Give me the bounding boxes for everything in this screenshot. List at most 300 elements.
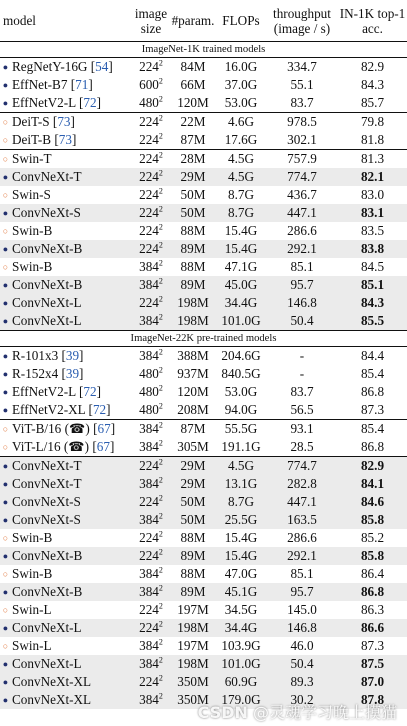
image-size-value: 224 bbox=[139, 241, 159, 256]
throughput-cell: - bbox=[299, 366, 305, 381]
open-circle-icon: ○ bbox=[2, 261, 9, 272]
image-size-cell bbox=[132, 258, 170, 276]
model-cell bbox=[0, 547, 132, 565]
image-size-cell bbox=[132, 94, 170, 113]
table-row bbox=[0, 565, 407, 583]
image-size-value: 384 bbox=[139, 348, 159, 363]
filled-circle-icon: ● bbox=[2, 478, 9, 489]
top1-acc-cell: 84.3 bbox=[338, 294, 407, 312]
table-row bbox=[0, 346, 407, 365]
image-size-cell bbox=[132, 673, 170, 691]
model-name: DeiT-S bbox=[12, 113, 50, 129]
model-cell: ○ DeiT-B [73] bbox=[2, 131, 77, 147]
params-cell: 120M bbox=[177, 384, 209, 399]
model-cell bbox=[0, 168, 132, 186]
table-row bbox=[0, 529, 407, 547]
section-title: ImageNet-1K trained models bbox=[141, 43, 266, 55]
section-title: ImageNet-22K pre-trained models bbox=[0, 330, 407, 346]
section-header-row bbox=[0, 41, 407, 57]
flops-cell: 34.5G bbox=[224, 602, 258, 617]
image-size-value: 384 bbox=[139, 638, 159, 653]
params-cell: 198M bbox=[170, 294, 216, 312]
open-circle-icon: ○ bbox=[2, 116, 9, 127]
image-size-value: 384 bbox=[139, 566, 159, 581]
watermark-brand: CSDN bbox=[197, 703, 248, 722]
throughput-cell: 146.8 bbox=[266, 294, 338, 312]
size-exponent: 2 bbox=[158, 655, 163, 665]
params-cell: 50M bbox=[170, 204, 216, 222]
filled-circle-icon: ● bbox=[2, 97, 9, 108]
filled-circle-icon: ● bbox=[2, 315, 9, 326]
throughput-cell: 46.0 bbox=[290, 638, 314, 653]
top1-acc-cell: 83.1 bbox=[338, 204, 407, 222]
flops-cell: 53.0G bbox=[224, 95, 258, 110]
model-cell bbox=[0, 655, 132, 673]
params-cell: 350M bbox=[170, 691, 216, 709]
citation-link[interactable]: 67 bbox=[97, 420, 111, 436]
top1-acc-cell: 85.8 bbox=[338, 511, 407, 529]
throughput-cell: 334.7 bbox=[266, 57, 338, 76]
model-cell bbox=[0, 276, 132, 294]
size-exponent: 2 bbox=[158, 240, 163, 250]
throughput-cell: 50.4 bbox=[266, 655, 338, 673]
citation-link[interactable]: 73 bbox=[58, 131, 72, 147]
throughput-cell: 447.1 bbox=[266, 204, 338, 222]
params-cell: 88M bbox=[180, 530, 206, 545]
flops-cell: 101.0G bbox=[216, 655, 266, 673]
model-cell bbox=[0, 294, 132, 312]
model-name: Swin-L bbox=[12, 637, 52, 653]
filled-circle-icon: ● bbox=[2, 694, 9, 705]
size-exponent: 2 bbox=[158, 186, 163, 196]
image-size-value: 480 bbox=[139, 366, 159, 381]
params-cell: 50M bbox=[180, 187, 206, 202]
throughput-cell: 302.1 bbox=[287, 132, 317, 147]
image-size-cell bbox=[132, 204, 170, 222]
table-row bbox=[0, 365, 407, 383]
image-size-value: 384 bbox=[139, 439, 159, 454]
table-row bbox=[0, 131, 407, 150]
size-exponent: 2 bbox=[158, 76, 163, 86]
image-size-cell bbox=[132, 240, 170, 258]
model-name: Swin-B bbox=[12, 258, 53, 274]
filled-circle-icon: ● bbox=[2, 676, 9, 687]
throughput-cell: 28.5 bbox=[290, 439, 314, 454]
filled-circle-icon: ● bbox=[2, 297, 9, 308]
top1-acc-cell: 79.8 bbox=[338, 112, 407, 131]
table-row bbox=[0, 438, 407, 457]
throughput-cell: 292.1 bbox=[266, 547, 338, 565]
size-exponent: 2 bbox=[158, 637, 163, 647]
model-name: Swin-L bbox=[12, 601, 52, 617]
table-body bbox=[0, 41, 407, 709]
throughput-cell: 774.7 bbox=[266, 456, 338, 475]
filled-circle-icon: ● bbox=[2, 586, 9, 597]
flops-cell: 16.0G bbox=[216, 57, 266, 76]
model-name: ConvNeXt-B bbox=[12, 583, 83, 599]
top1-acc-cell: 83.0 bbox=[360, 187, 385, 202]
params-cell: 120M bbox=[177, 95, 209, 110]
size-exponent: 2 bbox=[158, 457, 163, 467]
flops-cell: 8.7G bbox=[216, 204, 266, 222]
params-cell: 198M bbox=[170, 655, 216, 673]
image-size-cell bbox=[132, 583, 170, 601]
params-cell: 29M bbox=[170, 168, 216, 186]
model-name: ConvNeXt-B bbox=[12, 240, 83, 256]
citation-link[interactable]: 72 bbox=[92, 401, 107, 417]
image-size-value: 384 bbox=[139, 692, 159, 707]
image-size-value: 224 bbox=[139, 114, 159, 129]
table-row bbox=[0, 475, 407, 493]
filled-circle-icon: ● bbox=[2, 460, 9, 471]
throughput-cell: 292.1 bbox=[266, 240, 338, 258]
image-size-cell bbox=[132, 637, 170, 655]
throughput-cell: 89.3 bbox=[266, 673, 338, 691]
table-row bbox=[0, 383, 407, 401]
model-cell bbox=[0, 312, 132, 331]
open-circle-icon: ○ bbox=[2, 153, 9, 164]
col-header-model: model bbox=[3, 13, 36, 29]
table-row bbox=[0, 601, 407, 619]
params-cell: 89M bbox=[170, 276, 216, 294]
table-row bbox=[0, 456, 407, 475]
image-size-value: 384 bbox=[139, 277, 159, 292]
model-name: Swin-T bbox=[12, 150, 52, 166]
image-size-cell bbox=[132, 76, 170, 94]
table-row bbox=[0, 276, 407, 294]
model-name: DeiT-B bbox=[12, 131, 52, 147]
flops-cell: 4.5G bbox=[216, 149, 266, 168]
flops-cell: 15.4G bbox=[224, 530, 258, 545]
throughput-cell: 282.8 bbox=[266, 475, 338, 493]
top1-acc-cell: 82.9 bbox=[338, 57, 407, 76]
size-exponent: 2 bbox=[158, 619, 163, 629]
image-size-value: 384 bbox=[139, 313, 159, 328]
table-row bbox=[0, 186, 407, 204]
model-name: ConvNeXt-XL bbox=[12, 691, 92, 707]
flops-cell: 45.0G bbox=[216, 276, 266, 294]
col-header-flops: FLOPs bbox=[222, 13, 260, 29]
size-exponent: 2 bbox=[158, 547, 163, 557]
size-exponent: 2 bbox=[158, 565, 163, 575]
flops-cell: 25.5G bbox=[216, 511, 266, 529]
filled-circle-icon: ● bbox=[2, 61, 9, 72]
flops-cell: 840.5G bbox=[221, 366, 261, 381]
model-name: ConvNeXt-L bbox=[12, 655, 82, 671]
flops-cell: 103.9G bbox=[221, 638, 261, 653]
open-circle-icon: ○ bbox=[2, 604, 9, 615]
filled-circle-icon: ● bbox=[2, 207, 9, 218]
throughput-cell: 95.7 bbox=[266, 276, 338, 294]
image-size-value: 384 bbox=[139, 259, 159, 274]
params-cell: 50M bbox=[170, 493, 216, 511]
model-name: EffNetV2-L bbox=[12, 94, 76, 110]
table-row bbox=[0, 94, 407, 113]
image-size-cell bbox=[132, 691, 170, 709]
model-cell bbox=[0, 673, 132, 691]
image-size-value: 224 bbox=[139, 458, 159, 473]
table-row bbox=[0, 57, 407, 76]
throughput-cell: 56.5 bbox=[290, 402, 314, 417]
model-cell bbox=[0, 204, 132, 222]
model-cell: ○ ViT-B/16 (☎) [67] bbox=[0, 419, 132, 438]
image-size-value: 224 bbox=[139, 494, 159, 509]
open-circle-icon: ○ bbox=[2, 189, 9, 200]
model-name: Swin-B bbox=[12, 565, 53, 581]
params-cell: 87M bbox=[180, 132, 206, 147]
top1-acc-cell: 84.4 bbox=[338, 346, 407, 365]
open-circle-icon: ○ bbox=[2, 423, 9, 434]
model-cell: ● EffNetV2-XL [72] bbox=[2, 401, 111, 417]
table-row bbox=[0, 222, 407, 240]
throughput-cell: 95.7 bbox=[266, 583, 338, 601]
top1-acc-cell: 85.1 bbox=[338, 276, 407, 294]
params-cell: 66M bbox=[180, 77, 206, 92]
model-cell bbox=[0, 475, 132, 493]
params-cell: 198M bbox=[170, 312, 216, 331]
citation-link[interactable]: 72 bbox=[83, 383, 97, 399]
filled-circle-icon: ● bbox=[2, 496, 9, 507]
top1-acc-cell: 87.3 bbox=[360, 638, 385, 653]
citation-link[interactable]: 72 bbox=[83, 94, 97, 110]
image-size-cell bbox=[132, 346, 170, 365]
flops-cell: 34.4G bbox=[216, 294, 266, 312]
model-cell: ● RegNetY-16G [54] bbox=[0, 57, 132, 76]
image-size-cell bbox=[132, 276, 170, 294]
image-size-value: 224 bbox=[139, 169, 159, 184]
size-exponent: 2 bbox=[158, 401, 163, 411]
col-header-throughput: throughput (image / s) bbox=[273, 5, 331, 36]
image-size-cell bbox=[132, 456, 170, 475]
model-cell bbox=[0, 186, 132, 204]
model-name: ViT-B/16 (☎) bbox=[12, 420, 90, 436]
model-cell bbox=[0, 691, 132, 709]
top1-acc-cell: 87.5 bbox=[338, 655, 407, 673]
open-circle-icon: ○ bbox=[2, 225, 9, 236]
image-size-cell bbox=[132, 57, 170, 76]
params-cell: 388M bbox=[170, 346, 216, 365]
top1-acc-cell: 86.8 bbox=[360, 384, 385, 399]
filled-circle-icon: ● bbox=[2, 386, 9, 397]
flops-cell: 55.5G bbox=[216, 419, 266, 438]
top1-acc-cell: 84.3 bbox=[360, 77, 385, 92]
image-size-value: 384 bbox=[139, 512, 159, 527]
image-size-cell bbox=[132, 401, 170, 420]
model-cell: ○ ViT-L/16 (☎) [67] bbox=[2, 438, 115, 454]
model-name: ConvNeXt-L bbox=[12, 294, 82, 310]
open-circle-icon: ○ bbox=[2, 640, 9, 651]
top1-acc-cell: 87.3 bbox=[360, 402, 385, 417]
flops-cell: 47.0G bbox=[224, 566, 258, 581]
table-header-row bbox=[0, 0, 407, 41]
citation-link[interactable]: 39 bbox=[65, 347, 80, 363]
table-row bbox=[0, 583, 407, 601]
watermark-text: @灵魂学习晚上摸猫 bbox=[252, 703, 397, 722]
table-row bbox=[0, 419, 407, 438]
model-cell: ● EffNetV2-L [72] bbox=[2, 383, 102, 399]
size-exponent: 2 bbox=[158, 475, 163, 485]
throughput-cell: 145.0 bbox=[287, 602, 317, 617]
table-row bbox=[0, 204, 407, 222]
params-cell: 22M bbox=[170, 112, 216, 131]
params-cell: 84M bbox=[170, 57, 216, 76]
params-cell: 88M bbox=[180, 223, 206, 238]
top1-acc-cell: 82.1 bbox=[338, 168, 407, 186]
model-name: ConvNeXt-B bbox=[12, 276, 83, 292]
top1-acc-cell: 86.6 bbox=[338, 619, 407, 637]
model-name: EffNetV2-XL bbox=[12, 401, 86, 417]
throughput-cell: 286.6 bbox=[287, 223, 317, 238]
top1-acc-cell: 84.6 bbox=[338, 493, 407, 511]
size-exponent: 2 bbox=[158, 58, 163, 68]
params-cell: 305M bbox=[177, 439, 209, 454]
image-size-cell bbox=[132, 149, 170, 168]
params-cell: 89M bbox=[170, 583, 216, 601]
params-cell: 937M bbox=[177, 366, 209, 381]
citation-link[interactable]: 73 bbox=[57, 113, 71, 129]
flops-cell: 13.1G bbox=[216, 475, 266, 493]
filled-circle-icon: ● bbox=[2, 171, 9, 182]
table-row bbox=[0, 493, 407, 511]
params-cell: 28M bbox=[170, 149, 216, 168]
open-circle-icon: ○ bbox=[2, 441, 9, 452]
top1-acc-cell: 83.5 bbox=[360, 223, 385, 238]
model-name: Swin-B bbox=[12, 222, 53, 238]
params-cell: 198M bbox=[170, 619, 216, 637]
table-row bbox=[0, 294, 407, 312]
size-exponent: 2 bbox=[158, 276, 163, 286]
table-row bbox=[0, 637, 407, 655]
model-cell bbox=[0, 529, 132, 547]
top1-acc-cell: 83.8 bbox=[338, 240, 407, 258]
size-exponent: 2 bbox=[158, 365, 163, 375]
model-name: EffNet-B7 bbox=[12, 76, 68, 92]
filled-circle-icon: ● bbox=[2, 350, 9, 361]
flops-cell: 45.1G bbox=[216, 583, 266, 601]
top1-acc-cell: 86.8 bbox=[338, 583, 407, 601]
col-header-params: #param. bbox=[171, 13, 215, 29]
model-name: ConvNeXt-T bbox=[12, 168, 82, 184]
throughput-cell: 93.1 bbox=[266, 419, 338, 438]
image-size-cell bbox=[132, 168, 170, 186]
top1-acc-cell: 87.0 bbox=[338, 673, 407, 691]
image-size-value: 224 bbox=[139, 223, 159, 238]
model-name: ConvNeXt-T bbox=[12, 475, 82, 491]
watermark bbox=[198, 700, 397, 723]
filled-circle-icon: ● bbox=[2, 79, 9, 90]
citation-link[interactable]: 67 bbox=[96, 438, 110, 454]
model-name: ConvNeXt-B bbox=[12, 547, 83, 563]
model-name: ConvNeXt-S bbox=[12, 511, 81, 527]
params-cell: 50M bbox=[170, 511, 216, 529]
top1-acc-cell: 85.4 bbox=[360, 366, 385, 381]
image-size-value: 224 bbox=[139, 132, 159, 147]
table-row bbox=[0, 312, 407, 331]
flops-cell: 15.4G bbox=[216, 240, 266, 258]
flops-cell: 204.6G bbox=[216, 346, 266, 365]
flops-cell: 37.0G bbox=[224, 77, 258, 92]
params-cell: 350M bbox=[170, 673, 216, 691]
flops-cell: 4.6G bbox=[216, 112, 266, 131]
flops-cell: 34.4G bbox=[216, 619, 266, 637]
size-exponent: 2 bbox=[158, 383, 163, 393]
model-cell: ● R-101x3 [39] bbox=[0, 346, 132, 365]
image-size-cell bbox=[132, 529, 170, 547]
filled-circle-icon: ● bbox=[2, 368, 9, 379]
size-exponent: 2 bbox=[158, 529, 163, 539]
filled-circle-icon: ● bbox=[2, 243, 9, 254]
throughput-cell: - bbox=[266, 346, 338, 365]
top1-acc-cell: 86.3 bbox=[360, 602, 385, 617]
size-exponent: 2 bbox=[158, 691, 163, 701]
size-exponent: 2 bbox=[158, 312, 163, 322]
flops-cell: 191.1G bbox=[221, 439, 261, 454]
size-exponent: 2 bbox=[158, 94, 163, 104]
model-cell bbox=[0, 565, 132, 583]
size-exponent: 2 bbox=[158, 131, 163, 141]
top1-acc-cell: 85.5 bbox=[338, 312, 407, 331]
model-name: ConvNeXt-L bbox=[12, 619, 82, 635]
citation-link[interactable]: 71 bbox=[75, 76, 89, 92]
image-size-cell bbox=[132, 419, 170, 438]
image-size-cell bbox=[132, 655, 170, 673]
image-size-cell bbox=[132, 601, 170, 619]
flops-cell: 4.5G bbox=[216, 168, 266, 186]
table-row bbox=[0, 258, 407, 276]
params-cell: 89M bbox=[170, 547, 216, 565]
model-name: Swin-B bbox=[12, 529, 53, 545]
image-size-value: 224 bbox=[139, 295, 159, 310]
image-size-cell bbox=[132, 511, 170, 529]
model-cell: ● R-152x4 [39] bbox=[2, 365, 84, 381]
image-size-cell bbox=[132, 383, 170, 401]
flops-cell: 47.1G bbox=[224, 259, 258, 274]
flops-cell: 8.7G bbox=[227, 187, 254, 202]
params-cell: 29M bbox=[170, 456, 216, 475]
size-exponent: 2 bbox=[158, 347, 163, 357]
size-exponent: 2 bbox=[158, 673, 163, 683]
table-row bbox=[0, 112, 407, 131]
image-size-value: 384 bbox=[139, 421, 159, 436]
throughput-cell: 146.8 bbox=[266, 619, 338, 637]
citation-link[interactable]: 54 bbox=[95, 58, 109, 74]
flops-cell: 8.7G bbox=[216, 493, 266, 511]
table-row bbox=[0, 149, 407, 168]
top1-acc-cell: 86.8 bbox=[360, 439, 385, 454]
flops-cell: 101.0G bbox=[216, 312, 266, 331]
model-name: ViT-L/16 (☎) bbox=[12, 438, 90, 454]
throughput-cell: 83.7 bbox=[290, 384, 314, 399]
model-cell bbox=[0, 258, 132, 276]
image-size-value: 224 bbox=[139, 205, 159, 220]
params-cell: 197M bbox=[177, 602, 209, 617]
model-cell: ● EffNetV2-L [72] bbox=[2, 94, 102, 110]
throughput-cell: 83.7 bbox=[290, 95, 314, 110]
open-circle-icon: ○ bbox=[2, 134, 9, 145]
top1-acc-cell: 86.4 bbox=[360, 566, 385, 581]
top1-acc-cell: 87.8 bbox=[338, 691, 407, 709]
filled-circle-icon: ● bbox=[2, 658, 9, 669]
section-header-row bbox=[0, 330, 407, 346]
image-size-value: 600 bbox=[139, 77, 159, 92]
flops-cell: 179.0G bbox=[216, 691, 266, 709]
open-circle-icon: ○ bbox=[2, 568, 9, 579]
image-size-cell bbox=[132, 565, 170, 583]
flops-cell: 4.5G bbox=[216, 456, 266, 475]
size-exponent: 2 bbox=[158, 601, 163, 611]
citation-link[interactable]: 39 bbox=[65, 365, 80, 381]
params-cell: 88M bbox=[180, 259, 206, 274]
